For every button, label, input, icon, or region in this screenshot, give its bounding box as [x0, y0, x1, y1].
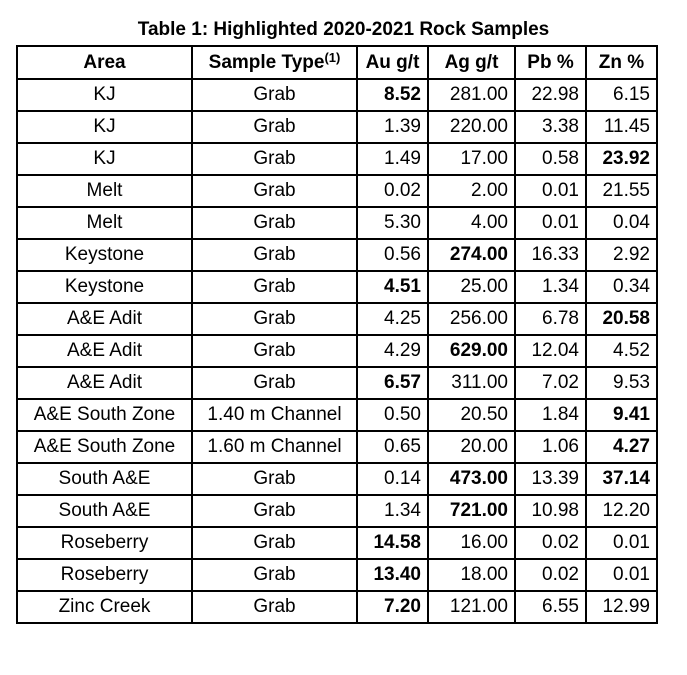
cell-sample-type: Grab: [192, 143, 357, 175]
cell-sample-type: Grab: [192, 239, 357, 271]
cell-au: 6.57: [357, 367, 428, 399]
cell-au: 13.40: [357, 559, 428, 591]
cell-area: A&E Adit: [17, 367, 192, 399]
cell-zn: 0.01: [586, 527, 657, 559]
cell-pb: 0.01: [515, 207, 586, 239]
cell-zn: 6.15: [586, 79, 657, 111]
cell-au: 14.58: [357, 527, 428, 559]
cell-zn: 0.01: [586, 559, 657, 591]
table-title: Table 1: Highlighted 2020-2021 Rock Samples: [137, 19, 550, 40]
cell-ag: 256.00: [428, 303, 515, 335]
rock-samples-table: [16, 45, 658, 624]
cell-sample-type: Grab: [192, 111, 357, 143]
table-body: [17, 79, 657, 623]
table-row: [17, 271, 657, 303]
cell-sample-type: Grab: [192, 367, 357, 399]
cell-ag: 4.00: [428, 207, 515, 239]
cell-sample-type: Grab: [192, 463, 357, 495]
cell-pb: 0.58: [515, 143, 586, 175]
cell-sample-type: Grab: [192, 591, 357, 623]
table-row: [17, 239, 657, 271]
cell-pb: 3.38: [515, 111, 586, 143]
cell-sample-type: Grab: [192, 271, 357, 303]
cell-area: KJ: [17, 79, 192, 111]
header-pb: Pb %: [515, 46, 586, 79]
table-row: [17, 399, 657, 431]
cell-pb: 10.98: [515, 495, 586, 527]
cell-au: 4.51: [357, 271, 428, 303]
header-sample-type-label: Sample Type: [208, 51, 325, 73]
cell-pb: 12.04: [515, 335, 586, 367]
cell-au: 7.20: [357, 591, 428, 623]
table-row: [17, 495, 657, 527]
cell-ag: 281.00: [428, 79, 515, 111]
header-zn: Zn %: [586, 46, 657, 79]
cell-ag: 25.00: [428, 271, 515, 303]
header-row: [17, 46, 657, 79]
cell-zn: 23.92: [586, 143, 657, 175]
header-area: Area: [17, 46, 192, 79]
cell-zn: 0.34: [586, 271, 657, 303]
cell-au: 1.49: [357, 143, 428, 175]
cell-sample-type: Grab: [192, 207, 357, 239]
table-row: [17, 303, 657, 335]
cell-zn: 9.41: [586, 399, 657, 431]
cell-au: 5.30: [357, 207, 428, 239]
cell-area: A&E South Zone: [17, 431, 192, 463]
table-row: [17, 207, 657, 239]
cell-zn: 12.99: [586, 591, 657, 623]
cell-pb: 6.78: [515, 303, 586, 335]
cell-sample-type: Grab: [192, 335, 357, 367]
cell-zn: 2.92: [586, 239, 657, 271]
header-au: Au g/t: [357, 46, 428, 79]
cell-area: Roseberry: [17, 559, 192, 591]
cell-zn: 20.58: [586, 303, 657, 335]
cell-sample-type: Grab: [192, 495, 357, 527]
cell-area: A&E Adit: [17, 303, 192, 335]
table-row: [17, 335, 657, 367]
table-row: [17, 527, 657, 559]
table-row: [17, 559, 657, 591]
cell-ag: 18.00: [428, 559, 515, 591]
cell-pb: 16.33: [515, 239, 586, 271]
cell-area: Keystone: [17, 239, 192, 271]
cell-au: 0.50: [357, 399, 428, 431]
cell-sample-type: Grab: [192, 303, 357, 335]
cell-pb: 1.84: [515, 399, 586, 431]
cell-au: 0.02: [357, 175, 428, 207]
cell-pb: 6.55: [515, 591, 586, 623]
cell-pb: 13.39: [515, 463, 586, 495]
cell-ag: 20.00: [428, 431, 515, 463]
cell-ag: 2.00: [428, 175, 515, 207]
cell-pb: 1.34: [515, 271, 586, 303]
cell-sample-type: Grab: [192, 559, 357, 591]
cell-zn: 0.04: [586, 207, 657, 239]
cell-sample-type: 1.60 m Channel: [192, 431, 357, 463]
cell-pb: 0.02: [515, 527, 586, 559]
cell-ag: 629.00: [428, 335, 515, 367]
cell-pb: 1.06: [515, 431, 586, 463]
cell-au: 1.34: [357, 495, 428, 527]
cell-area: KJ: [17, 111, 192, 143]
cell-area: South A&E: [17, 495, 192, 527]
cell-area: South A&E: [17, 463, 192, 495]
cell-ag: 721.00: [428, 495, 515, 527]
table-row: [17, 431, 657, 463]
cell-area: Zinc Creek: [17, 591, 192, 623]
cell-ag: 16.00: [428, 527, 515, 559]
cell-area: KJ: [17, 143, 192, 175]
cell-ag: 121.00: [428, 591, 515, 623]
cell-area: Keystone: [17, 271, 192, 303]
cell-area: Roseberry: [17, 527, 192, 559]
cell-pb: 0.02: [515, 559, 586, 591]
cell-sample-type: Grab: [192, 527, 357, 559]
cell-ag: 311.00: [428, 367, 515, 399]
header-sample-type: [192, 46, 357, 79]
table-row: [17, 111, 657, 143]
table-row: [17, 175, 657, 207]
cell-zn: 11.45: [586, 111, 657, 143]
cell-ag: 473.00: [428, 463, 515, 495]
cell-au: 1.39: [357, 111, 428, 143]
cell-zn: 9.53: [586, 367, 657, 399]
cell-area: Melt: [17, 175, 192, 207]
cell-au: 8.52: [357, 79, 428, 111]
cell-au: 0.65: [357, 431, 428, 463]
table-row: [17, 79, 657, 111]
cell-ag: 20.50: [428, 399, 515, 431]
cell-ag: 220.00: [428, 111, 515, 143]
cell-zn: 37.14: [586, 463, 657, 495]
cell-zn: 4.52: [586, 335, 657, 367]
cell-ag: 17.00: [428, 143, 515, 175]
cell-zn: 4.27: [586, 431, 657, 463]
cell-area: A&E South Zone: [17, 399, 192, 431]
cell-au: 4.25: [357, 303, 428, 335]
cell-zn: 12.20: [586, 495, 657, 527]
table-row: [17, 367, 657, 399]
cell-pb: 22.98: [515, 79, 586, 111]
table-row: [17, 463, 657, 495]
table-row: [17, 591, 657, 623]
cell-sample-type: Grab: [192, 175, 357, 207]
cell-area: A&E Adit: [17, 335, 192, 367]
cell-zn: 21.55: [586, 175, 657, 207]
cell-pb: 0.01: [515, 175, 586, 207]
cell-au: 4.29: [357, 335, 428, 367]
cell-ag: 274.00: [428, 239, 515, 271]
cell-au: 0.56: [357, 239, 428, 271]
header-ag: Ag g/t: [428, 46, 515, 79]
cell-au: 0.14: [357, 463, 428, 495]
cell-area: Melt: [17, 207, 192, 239]
footnote-marker: (1): [324, 49, 341, 65]
cell-sample-type: 1.40 m Channel: [192, 399, 357, 431]
table-row: [17, 143, 657, 175]
cell-pb: 7.02: [515, 367, 586, 399]
cell-sample-type: Grab: [192, 79, 357, 111]
